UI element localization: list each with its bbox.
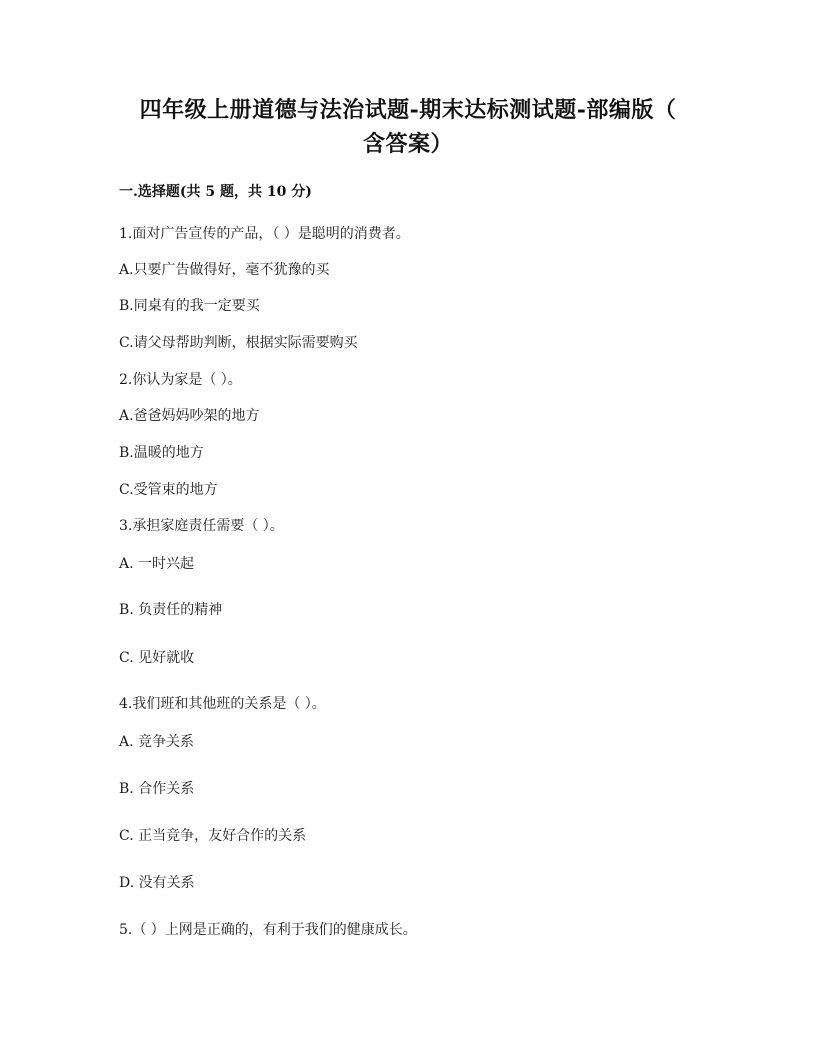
question-3-option-b: B. 负责任的精神 [119, 602, 223, 618]
question-4-option-a: A. 竞争关系 [119, 734, 195, 750]
document-title-line-2: 含答案） [362, 131, 453, 157]
document-title-line-1: 四年级上册道德与法治试题-期末达标测试题-部编版（ [139, 97, 677, 123]
question-4-stem: 4.我们班和其他班的关系是（ ）。 [119, 696, 326, 712]
question-2-stem: 2.你认为家是（ ）。 [119, 372, 242, 388]
question-2-option-b: B.温暖的地方 [119, 445, 204, 461]
question-1-option-c: C.请父母帮助判断，根据实际需要购买 [119, 335, 358, 351]
question-1-option-b: B.同桌有的我一定要买 [119, 298, 260, 314]
section-heading: 一.选择题(共 5 题，共 10 分) [119, 184, 312, 200]
question-2-option-c: C.受管束的地方 [119, 482, 218, 498]
question-3-stem: 3.承担家庭责任需要（ ）。 [119, 518, 284, 534]
question-1-option-a: A.只要广告做得好，毫不犹豫的买 [119, 262, 330, 278]
question-5-stem: 5.（ ）上网是正确的，有利于我们的健康成长。 [119, 922, 417, 938]
question-4-option-b: B. 合作关系 [119, 781, 195, 797]
question-3-option-c: C. 见好就收 [119, 650, 195, 666]
question-3-option-a: A. 一时兴起 [119, 556, 195, 572]
question-1-stem: 1.面对广告宣传的产品，（ ）是聪明的消费者。 [119, 226, 410, 242]
question-4-option-c: C. 正当竞争，友好合作的关系 [119, 828, 307, 844]
question-4-option-d: D. 没有关系 [119, 875, 195, 891]
question-2-option-a: A.爸爸妈妈吵架的地方 [119, 408, 260, 424]
